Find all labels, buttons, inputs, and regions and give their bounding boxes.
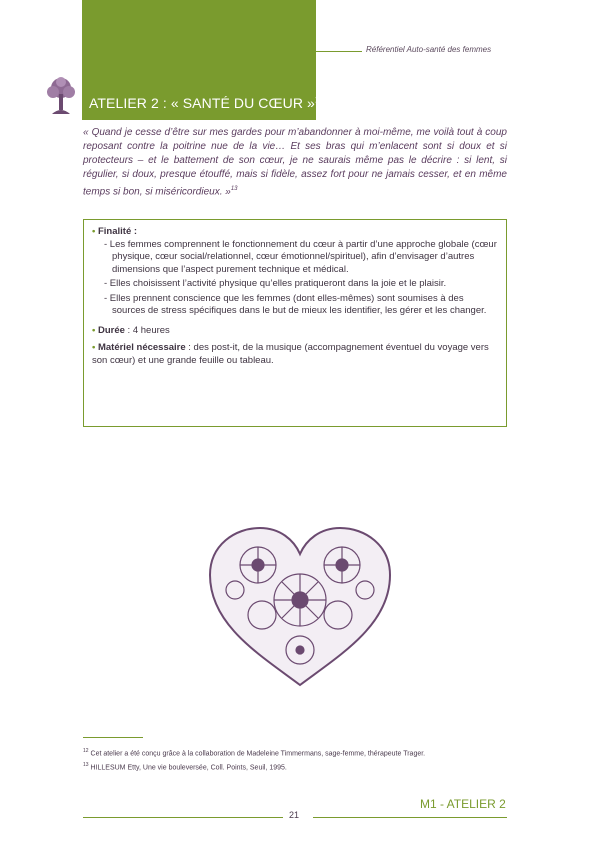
finalite-item: - Les femmes comprennent le fonctionnement du cœur à partir d’une approche globale (cœur physique, cœur social/relationnel, cœur émotionnel/spirituel), afin d’envisager d’autres dimensions que l’aspect purement technique et médical. xyxy=(104,238,497,275)
footer-rule-right xyxy=(313,817,507,818)
bullet-dot: • xyxy=(92,226,96,237)
quote-text: « Quand je cesse d’être sur mes gardes pour m’abandonner à moi-même, me voilà tout à coup reposant contre la poitrine nue de la vie… Et ses bras qui m’enlacent sont si doux et si protecteurs – et le battement de son cœur, je ne saurais même pas le décrire : si lent, si régulier, si doux, presque étouffé, mais si fidèle, assez fort pour ne jamais cesser, et en même temps si bon, si miséricordieux. » xyxy=(83,127,507,198)
workshop-summary-box xyxy=(83,219,507,427)
tree-icon xyxy=(44,76,78,116)
materiel-label: Matériel nécessaire xyxy=(97,342,186,353)
quote-footnote-ref: 13 xyxy=(230,186,238,192)
finalite-item: - Elles prennent conscience que les femmes (dont elles-mêmes) sont soumises à des sources de stress spécifiques dans le but de mieux les identifier, les gérer et les changer. xyxy=(104,292,487,316)
footer-rule-left xyxy=(83,817,283,818)
atelier-title-text: ATELIER 2 : « SANTÉ DU CŒUR » xyxy=(89,95,315,111)
materiel-value: : des post-it, de la musique (accompagnement éventuel du voyage vers son cœur) et une grande feuille ou tableau. xyxy=(92,342,489,366)
bullet-dot: • xyxy=(92,324,96,336)
duree-label: Durée xyxy=(97,324,125,336)
header-rule xyxy=(316,51,362,52)
floral-heart-illustration xyxy=(200,520,400,690)
title-footnote-ref: 12 xyxy=(314,95,325,105)
footnote-text: Cet atelier a été conçu grâce à la collaboration de Madeleine Timmermans, sage-femme, thérapeute Trager. xyxy=(88,750,426,758)
epigraph-quote xyxy=(83,126,507,199)
duree-line xyxy=(92,325,498,338)
footnote-12 xyxy=(83,748,425,757)
duree-value: : 4 heures xyxy=(124,324,170,336)
finalite-heading xyxy=(92,226,498,239)
running-header: Référentiel Auto-santé des femmes xyxy=(366,45,492,54)
footnote-rule xyxy=(83,737,143,738)
finalite-label: Finalité : xyxy=(97,226,138,237)
finalite-item: - Elles choisissent l’activité physique qu’elles pratiqueront dans la joie et le plaisir. xyxy=(104,278,447,289)
section-label: M1 - ATELIER 2 xyxy=(420,797,506,811)
footnote-text: HILLESUM Etty, Une vie bouleversée, Coll. Points, Seuil, 1995. xyxy=(88,764,287,772)
materiel-line xyxy=(92,342,498,367)
footnote-number: 12 xyxy=(83,748,89,754)
page-number: 21 xyxy=(289,810,300,820)
footnote-number: 13 xyxy=(83,762,89,768)
bullet-dot: • xyxy=(92,342,96,353)
footnote-13 xyxy=(83,762,287,771)
atelier-title xyxy=(89,95,324,111)
